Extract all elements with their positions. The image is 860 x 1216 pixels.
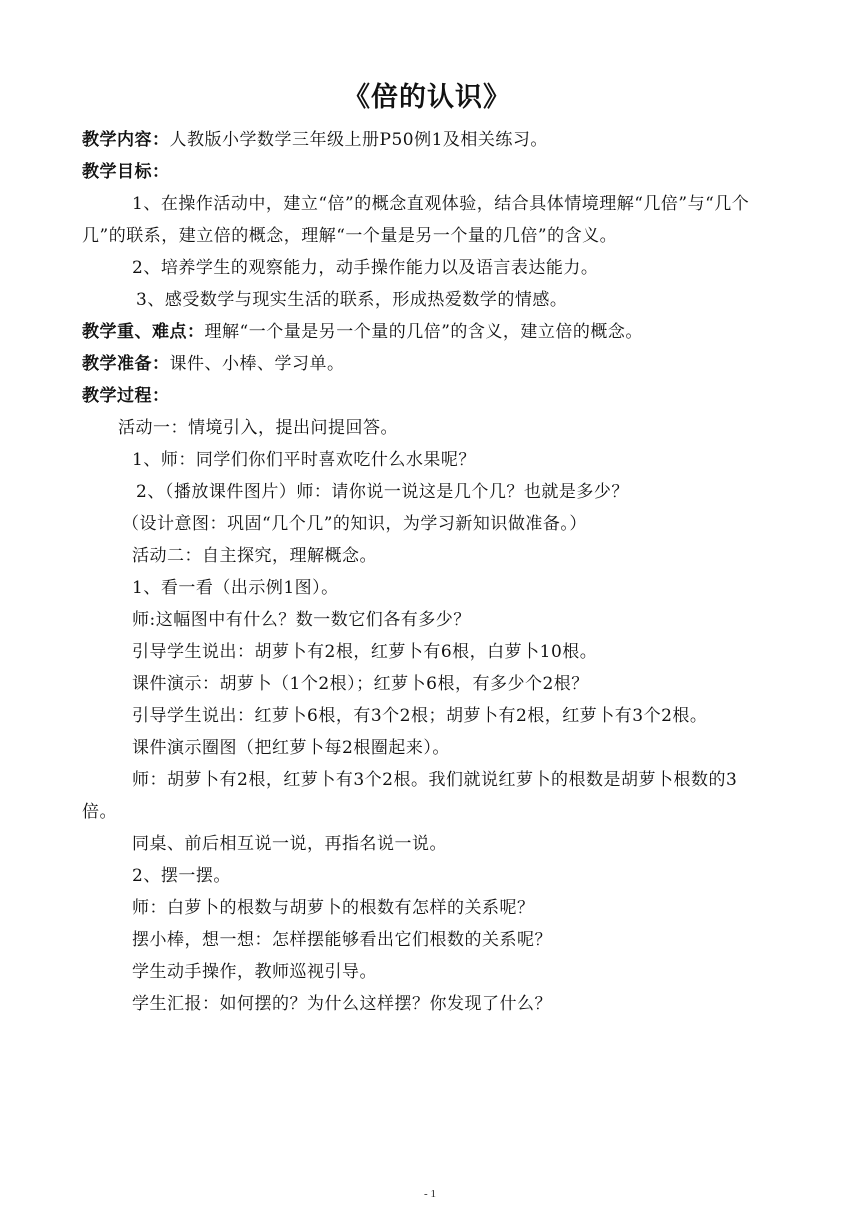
- teaching-preparation-label: 教学准备：: [82, 354, 170, 374]
- teaching-content-label: 教学内容：: [82, 130, 170, 150]
- process-line: 同桌、前后相互说一说，再指名说一说。: [132, 834, 447, 854]
- process-line: 摆小棒，想一想：怎样摆能够看出它们根数的关系呢？: [132, 930, 552, 950]
- page-number: - 1: [424, 1188, 436, 1200]
- process-line: 2、摆一摆。: [132, 866, 231, 886]
- process-line: 学生汇报：如何摆的？为什么这样摆？你发现了什么？: [132, 994, 552, 1014]
- teaching-content-text: 人教版小学数学三年级上册P50例1及相关练习。: [169, 130, 548, 150]
- process-line: 活动二：自主探究，理解概念。: [132, 546, 377, 566]
- process-line: 2、（播放课件图片）师：请你说一说这是几个几？也就是多少？: [136, 482, 629, 502]
- process-line: 1、看一看（出示例1图）。: [132, 578, 339, 598]
- teaching-preparation: [82, 348, 772, 380]
- process-line: 1、师：同学们你们平时喜欢吃什么水果呢？: [132, 450, 476, 470]
- objective-item-3: 3、感受数学与现实生活的联系，形成热爱数学的情感。: [136, 290, 568, 310]
- key-points-text: 理解“一个量是另一个量的几倍”的含义，建立倍的概念。: [204, 322, 643, 342]
- process-line: 引导学生说出：红萝卜6根，有3个2根；胡萝卜有2根，红萝卜有3个2根。: [132, 706, 708, 726]
- objective-item-2: 2、培养学生的观察能力，动手操作能力以及语言表达能力。: [132, 258, 599, 278]
- objective-item-1: 1、在操作活动中，建立“倍”的概念直观体验，结合具体情境理解“几倍”与“几个几”的联系，建立倍的概念，理解“一个量是另一个量的几倍”的含义。: [82, 194, 750, 246]
- process-line: 师:这幅图中有什么？数一数它们各有多少？: [132, 610, 471, 630]
- process-line: 引导学生说出：胡萝卜有2根，红萝卜有6根，白萝卜10根。: [132, 642, 598, 662]
- document-title: 《倍的认识》: [343, 82, 511, 113]
- teaching-preparation-text: 课件、小棒、学习单。: [169, 354, 345, 374]
- process-line: 课件演示圈图（把红萝卜每2根圈起来）。: [132, 738, 450, 758]
- document-page: [82, 78, 772, 1020]
- teaching-process-label: 教学过程：: [82, 386, 170, 406]
- teaching-objectives-label: 教学目标：: [82, 162, 170, 182]
- process-line: 学生动手操作，教师巡视引导。: [132, 962, 377, 982]
- teaching-content: [82, 124, 772, 156]
- process-line: 活动一：情境引入，提出问提回答。: [118, 418, 398, 438]
- process-line: （设计意图：巩固“几个几”的知识，为学习新知识做准备。）: [122, 514, 587, 534]
- key-points-label: 教学重、难点：: [82, 322, 205, 342]
- process-line: 师：白萝卜的根数与胡萝卜的根数有怎样的关系呢？: [132, 898, 535, 918]
- process-line: 课件演示：胡萝卜（1个2根）；红萝卜6根，有多少个2根？: [132, 674, 589, 694]
- key-points: [82, 316, 772, 348]
- process-line: 师：胡萝卜有2根，红萝卜有3个2根。我们就说红萝卜的根数是胡萝卜根数的3倍。: [82, 770, 738, 822]
